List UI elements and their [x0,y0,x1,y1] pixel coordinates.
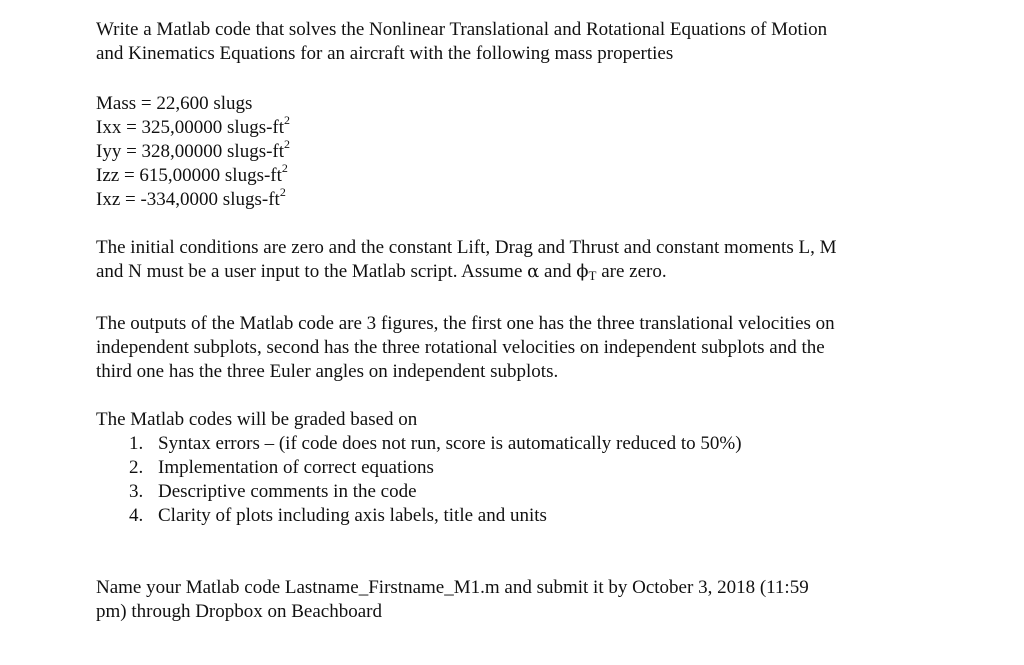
outputs-line-3: third one has the three Euler angles on independent subplots. [96,361,559,382]
submission-paragraph [96,576,908,624]
mass-property-text: Mass = 22,600 slugs [96,93,253,114]
alpha-symbol: α [527,261,540,282]
outputs-line-2: independent subplots, second has the three rotational velocities on independent subplots and the [96,337,825,358]
izz-property [96,160,908,188]
list-item-number: 4. [129,505,144,526]
intro-line-2: and Kinematics Equations for an aircraft with the following mass properties [96,43,674,64]
submission-line-2: pm) through Dropbox on Beachboard [96,601,382,622]
ixx-property [96,112,908,140]
list-item-number: 2. [129,457,144,478]
assignment-document [96,18,908,624]
list-item-text: Clarity of plots including axis labels, title and units [158,505,547,526]
iyy-superscript: 2 [284,136,291,151]
list-item [129,480,908,504]
outputs-paragraph [96,312,908,384]
ixz-property-text: Ixz = -334,0000 slugs-ft [96,189,280,210]
iyy-property-text: Iyy = 328,00000 slugs-ft [96,141,285,162]
izz-property-text: Izz = 615,00000 slugs-ft [96,165,282,186]
list-item-text: Implementation of correct equations [158,457,434,478]
phi-symbol: ϕ [576,261,589,282]
ixz-property [96,184,908,212]
list-item [129,504,908,528]
initial-conditions-paragraph [96,236,908,288]
mass-properties-list [96,92,908,212]
list-item-text: Descriptive comments in the code [158,481,417,502]
initial-conditions-line-2-prefix: and N must be a user input to the Matlab script. Assume [96,261,523,282]
initial-conditions-line-2 [96,260,908,288]
list-item-number: 1. [129,433,144,454]
outputs-line-1: The outputs of the Matlab code are 3 figures, the first one has the three translational velocities on [96,313,835,334]
initial-conditions-line-1: The initial conditions are zero and the constant Lift, Drag and Thrust and constant moments L, M [96,237,837,258]
phi-subscript: T [588,268,597,283]
list-item-text: Syntax errors – (if code does not run, score is automatically reduced to 50%) [158,433,742,454]
list-item [129,456,908,480]
grading-intro: The Matlab codes will be graded based on [96,409,418,430]
ixx-superscript: 2 [284,112,291,127]
mass-property [96,92,908,116]
iyy-property [96,136,908,164]
izz-superscript: 2 [281,160,288,175]
ixx-property-text: Ixx = 325,00000 slugs-ft [96,117,285,138]
intro-line-1: Write a Matlab code that solves the Nonlinear Translational and Rotational Equations of Motion [96,19,828,40]
grading-criteria-list [96,432,908,528]
and-word: and [544,261,572,282]
submission-line-1: Name your Matlab code Lastname_Firstname_M1.m and submit it by October 3, 2018 (11:59 [96,577,809,598]
list-item-number: 3. [129,481,144,502]
list-item [129,432,908,456]
phi-t-symbol [576,261,596,282]
intro-paragraph [96,18,908,66]
grading-section [96,408,908,528]
ixz-superscript: 2 [279,184,286,199]
initial-conditions-line-2-suffix: are zero. [601,261,667,282]
